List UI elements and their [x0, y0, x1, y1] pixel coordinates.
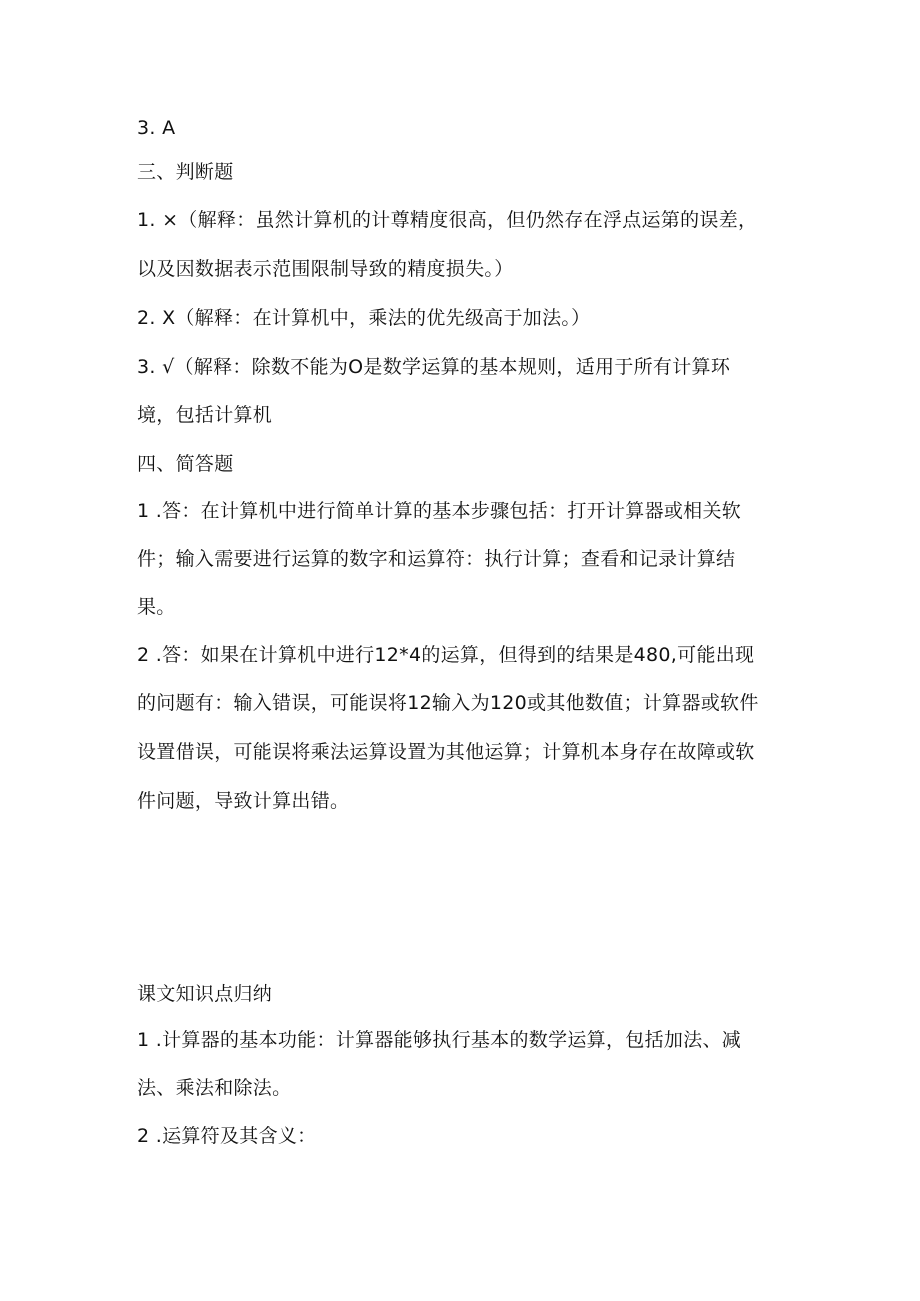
sa-answer-2-line-1: 2 .答：如果在计算机中进行12*4的运算，但得到的结果是480,可能出现 [137, 644, 755, 666]
kp-2-line-1: 2 .运算符及其含义： [137, 1125, 317, 1147]
kp-1-line-1: 1 .计算器的基本功能：计算器能够执行基本的数学运算，包括加法、减 [137, 1029, 742, 1051]
knowledge-heading: 课文知识点归纳 [137, 983, 273, 1005]
tf-answer-3-line-1: 3. √（解释：除数不能为O是数学运算的基本规则，适用于所有计算环 [137, 356, 731, 378]
tf-answer-1-line-2: 以及因数据表示范围限制导致的精度损失。） [137, 258, 514, 280]
kp-1-line-2: 法、乘法和除法。 [137, 1077, 292, 1099]
tf-answer-3-line-2: 境，包括计算机 [137, 404, 273, 426]
sa-answer-1-line-3: 果。 [137, 596, 176, 618]
section-heading-short-answer: 四、简答题 [137, 453, 234, 475]
sa-answer-1-line-2: 件；输入需要进行运算的数字和运算符：执行计算；查看和记录计算结 [137, 548, 736, 570]
sa-answer-1-line-1: 1 .答：在计算机中进行简单计算的基本步骤包括：打开计算器或相关软 [137, 500, 742, 522]
sa-answer-2-line-4: 件问题，导致计算出错。 [137, 790, 350, 812]
sa-answer-2-line-2: 的问题有：输入错误，可能误将12输入为120或其他数值；计算器或软件 [137, 692, 759, 714]
mc-answer-3: 3. A [137, 117, 176, 139]
tf-answer-1-line-1: 1. ×（解释：虽然计算机的计尊精度很高，但仍然存在浮点运第的误差， [137, 209, 758, 231]
tf-answer-2: 2. X（解释：在计算机中，乘法的优先级高于加法。） [137, 307, 591, 329]
section-heading-true-false: 三、判断题 [137, 161, 234, 183]
sa-answer-2-line-3: 设置借误，可能误将乘法运算设置为其他运算；计算机本身存在故障或软 [137, 741, 755, 763]
